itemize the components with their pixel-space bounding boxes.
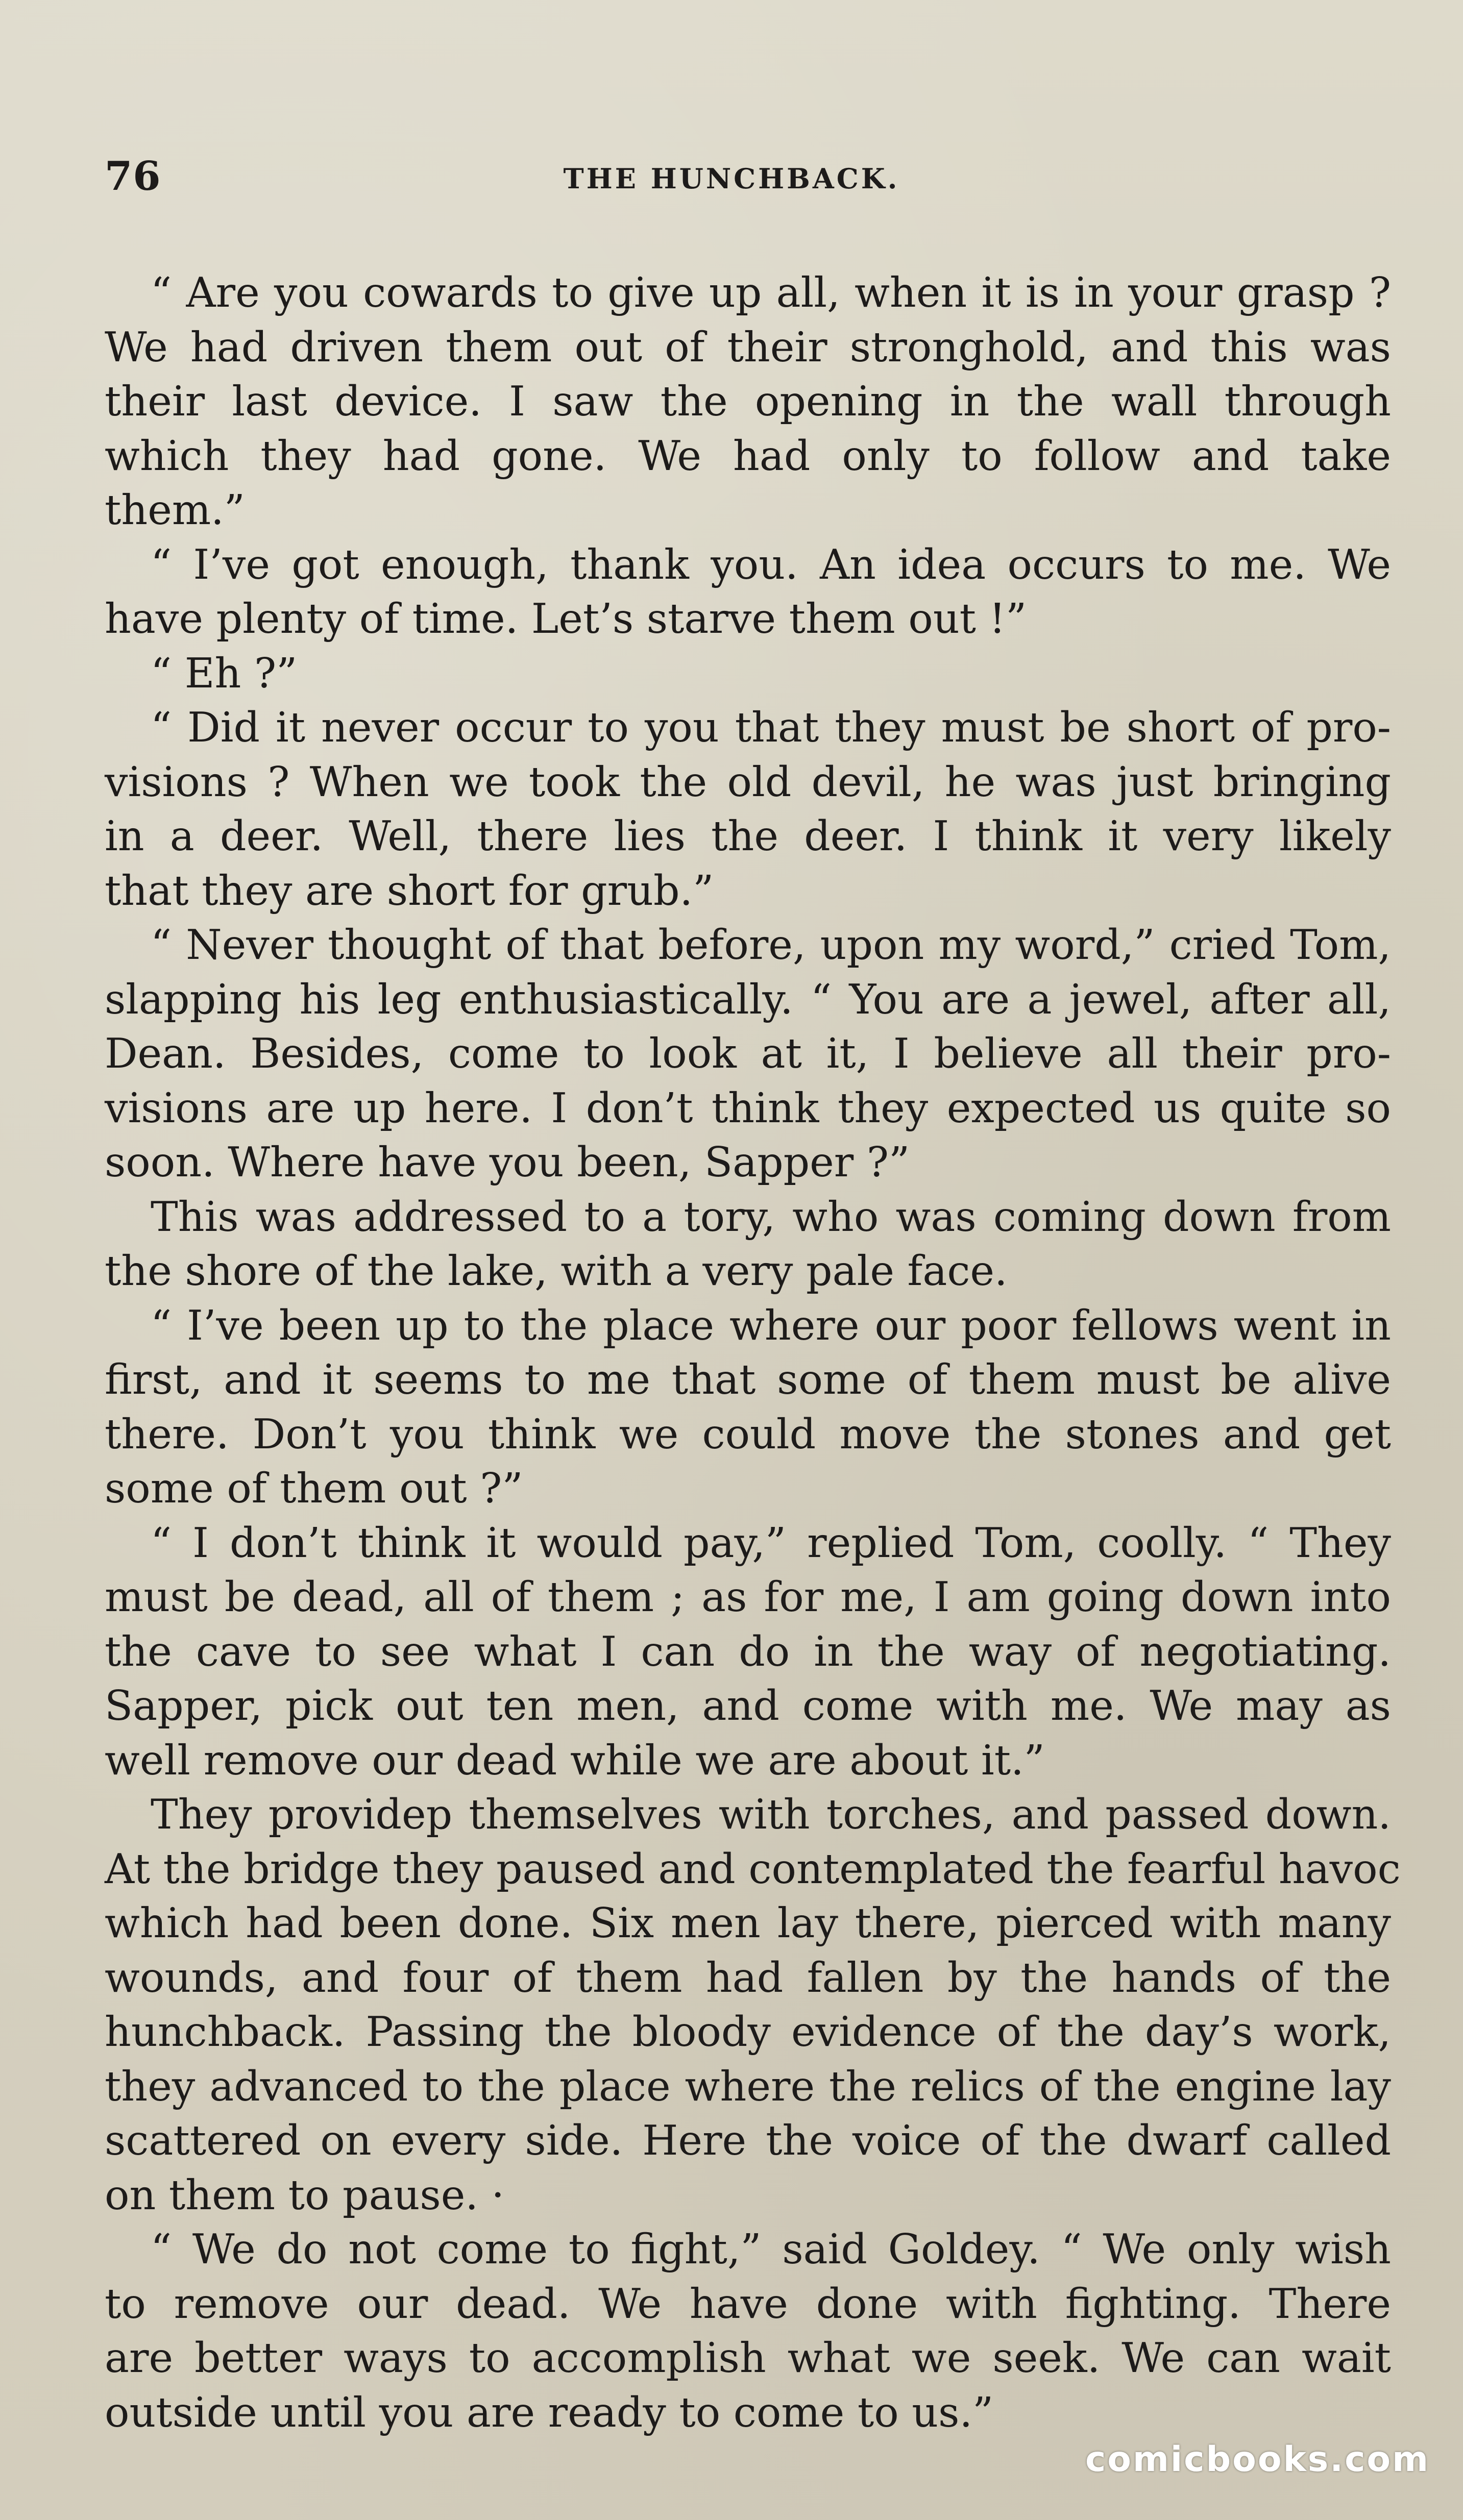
text-line: are better ways to accomplish what we seek. We can wait: [105, 2334, 1391, 2382]
text-line: scattered on every side. Here the voice of the dwarf called: [105, 2116, 1391, 2164]
text-line: there. Don’t you think we could move the stones and get: [105, 1410, 1391, 1458]
text-line: they advanced to the place where the relics of the engine lay: [105, 2062, 1391, 2110]
text-line: “ We do not come to fight,” said Goldey. “ We only wish: [151, 2225, 1391, 2273]
text-line: visions are up here. I don’t think they expected us quite so: [105, 1083, 1391, 1132]
text-line: At the bridge they paused and contemplated the fearful havoc: [105, 1844, 1401, 1893]
text-line: which they had gone. We had only to follow and take: [105, 431, 1391, 480]
text-line: on them to pause. ·: [105, 2170, 505, 2219]
text-line: them.”: [105, 486, 245, 534]
watermark: comicbooks.com: [1085, 2439, 1430, 2480]
body-text: [105, 265, 1401, 2439]
text-line: soon. Where have you been, Sapper ?”: [105, 1138, 910, 1186]
text-line: well remove our dead while we are about it.”: [105, 1736, 1045, 1784]
text-line: “ Are you cowards to give up all, when it is in your grasp ?: [151, 268, 1391, 316]
text-line: the shore of the lake, with a very pale face.: [105, 1247, 1008, 1295]
text-line: in a deer. Well, there lies the deer. I think it very likely: [105, 812, 1391, 860]
text-line: They providep themselves with torches, and passed down.: [151, 1790, 1391, 1838]
text-line: “ Did it never occur to you that they must be short of pro-: [151, 703, 1391, 751]
text-line: first, and it seems to me that some of them must be alive: [105, 1355, 1391, 1403]
text-line: must be dead, all of them ; as for me, I am going down into: [105, 1573, 1391, 1621]
text-line: This was addressed to a tory, who was coming down from: [151, 1192, 1391, 1241]
text-line: outside until you are ready to come to us.”: [105, 2388, 994, 2436]
text-line: which had been done. Six men lay there, pierced with many: [105, 1899, 1391, 1947]
text-line: “ I don’t think it would pay,” replied Tom, coolly. “ They: [151, 1518, 1391, 1567]
text-line: “ I’ve been up to the place where our poor fellows went in: [151, 1301, 1391, 1349]
text-line: We had driven them out of their stronghold, and this was: [105, 323, 1391, 371]
text-line: hunchback. Passing the bloody evidence of the day’s work,: [105, 2008, 1391, 2056]
text-line: “ Never thought of that before, upon my word,” cried Tom,: [151, 921, 1391, 969]
text-line: some of them out ?”: [105, 1464, 523, 1512]
text-line: to remove our dead. We have done with fighting. There: [105, 2279, 1391, 2328]
text-line: slapping his leg enthusiastically. “ You are a jewel, after all,: [105, 975, 1391, 1023]
text-line: have plenty of time. Let’s starve them out !”: [105, 595, 1027, 643]
page-number: 76: [105, 153, 161, 200]
text-line: that they are short for grub.”: [105, 866, 714, 915]
text-line: “ Eh ?”: [151, 649, 298, 697]
text-line: their last device. I saw the opening in the wall through: [105, 377, 1391, 425]
text-line: Dean. Besides, come to look at it, I believe all their pro-: [105, 1029, 1391, 1077]
text-line: Sapper, pick out ten men, and come with me. We may as: [105, 1682, 1391, 1730]
running-head: THE HUNCHBACK.: [563, 162, 900, 195]
text-line: wounds, and four of them had fallen by the hands of the: [105, 1953, 1391, 2002]
text-line: the cave to see what I can do in the way of negotiating.: [105, 1627, 1391, 1675]
text-line: “ I’ve got enough, thank you. An idea occurs to me. We: [151, 540, 1391, 588]
text-line: visions ? When we took the old devil, he was just bringing: [105, 757, 1391, 806]
